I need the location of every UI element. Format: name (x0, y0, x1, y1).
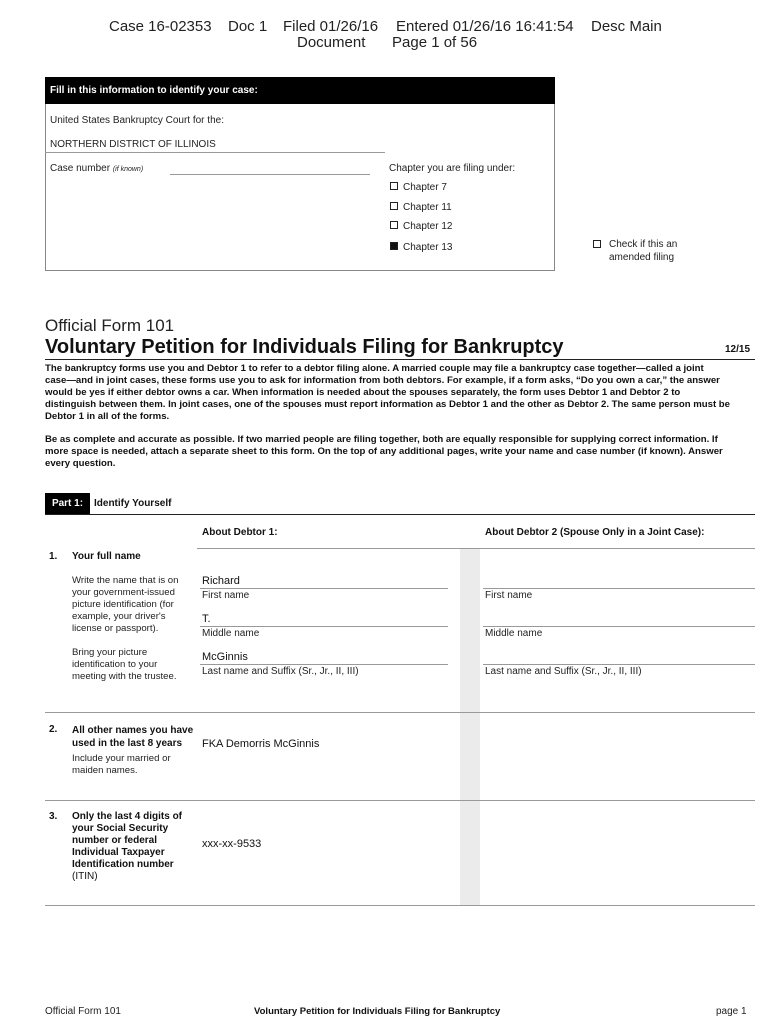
amended-filing-checkbox[interactable] (593, 240, 601, 248)
q2-separator (45, 800, 755, 801)
debtor-1-ssn-value[interactable]: xxx-xx-9533 (202, 838, 262, 850)
case-number-hint: (if known) (112, 166, 144, 173)
debtor-1-last-name-label: Last name and Suffix (Sr., Jr., II, III) (202, 666, 359, 677)
case-number-header: Case 16-02353 (109, 18, 212, 35)
intro-paragraph-2: Be as complete and accurate as possible. If two married people are filing together, both are equally responsible for supplying correct information. If more space is needed, attach a separate sheet to this form. On the top of any additional pages, write your name and case number (if known). Answer every question. (45, 434, 723, 469)
debtor-1-header: About Debtor 1: (202, 527, 278, 538)
q2-title: All other names you have used in the last 8 years (72, 725, 194, 749)
footer-form-number: Official Form 101 (45, 1006, 121, 1017)
debtor-2-middle-name-field[interactable] (483, 626, 755, 627)
chapter-7-checkbox[interactable] (390, 182, 398, 190)
q1-help-text-2: Bring your picture identification to your meeting with the trustee. (72, 647, 177, 682)
page-count-header: Page 1 of 56 (392, 34, 478, 51)
entered-date-header: Entered 01/26/16 16:41:54 (396, 18, 574, 35)
intro-paragraph-1: The bankruptcy forms use you and Debtor 1 to refer to a debtor filing alone. A married couple may file a bankruptcy case together—called a joint case—and in joint cases, these forms use you to ask for information from both debtors. For example, if a form asks, “Do you own a car,” the answer would be yes if either debtor owns a car. When information is needed about the spouses separately, the form uses Debtor 1 and Debtor 2 to distinguish between them. In joint cases, one of the spouses must report information as Debtor 1 and the other as Debtor 2. The same person must be Debtor 1 in all of the forms. (45, 363, 731, 422)
column-divider (460, 549, 480, 905)
footer-page-number: page 1 (716, 1006, 747, 1017)
chapter-label: Chapter you are filing under: (389, 163, 516, 174)
chapter-12-label: Chapter 12 (403, 221, 453, 232)
q1-number: 1. (49, 551, 58, 562)
chapter-11-checkbox[interactable] (390, 202, 398, 210)
debtor-1-other-names-value[interactable]: FKA Demorris McGinnis (202, 738, 320, 750)
doc-number-header: Doc 1 (228, 18, 268, 35)
q3-separator (45, 905, 755, 906)
column-header-rule (197, 548, 755, 549)
debtor-2-first-name-label: First name (485, 590, 533, 601)
q3-number: 3. (49, 811, 58, 822)
q1-title: Your full name (72, 551, 141, 562)
debtor-1-last-name-field[interactable] (200, 664, 448, 665)
form-version: 12/15 (725, 344, 751, 355)
debtor-1-first-name-label: First name (202, 590, 250, 601)
case-number-label: Case number (if known) (50, 163, 144, 174)
chapter-13-label: Chapter 13 (403, 242, 453, 253)
document-header: Document (297, 34, 366, 51)
part-1-title: Identify Yourself (94, 498, 172, 509)
desc-header: Desc Main (591, 18, 662, 35)
q2-help-text: Include your married or maiden names. (72, 753, 171, 776)
debtor-2-last-name-label: Last name and Suffix (Sr., Jr., II, III) (485, 666, 642, 677)
debtor-2-first-name-field[interactable] (483, 588, 755, 589)
filed-date-header: Filed 01/26/16 (283, 18, 379, 35)
case-info-title: Fill in this information to identify your case: (45, 77, 555, 104)
chapter-7-label: Chapter 7 (403, 182, 447, 193)
debtor-1-middle-name-label: Middle name (202, 628, 260, 639)
part-1-rule (45, 514, 755, 515)
chapter-11-label: Chapter 11 (403, 202, 452, 213)
debtor-1-last-name-value[interactable]: McGinnis (202, 651, 248, 663)
court-label: United States Bankruptcy Court for the: (50, 115, 224, 126)
debtor-2-middle-name-label: Middle name (485, 628, 543, 639)
q1-help-text-1: Write the name that is on your government-issued picture identification (for example, your driver's license or passport). (72, 575, 179, 634)
chapter-12-checkbox[interactable] (390, 221, 398, 229)
case-number-field[interactable] (170, 174, 370, 175)
district-value: NORTHERN DISTRICT OF ILLINOIS (50, 139, 216, 150)
part-1-tag: Part 1: (45, 493, 90, 514)
title-rule (45, 359, 755, 360)
q1-separator (45, 712, 755, 713)
q2-number: 2. (49, 724, 58, 735)
footer-form-title: Voluntary Petition for Individuals Filing for Bankruptcy (254, 1006, 501, 1017)
debtor-2-header: About Debtor 2 (Spouse Only in a Joint Case): (485, 527, 705, 538)
debtor-2-last-name-field[interactable] (483, 664, 755, 665)
debtor-1-middle-name-field[interactable] (200, 626, 448, 627)
amended-filing-label-1: Check if this an (609, 239, 678, 250)
debtor-1-first-name-field[interactable] (200, 588, 448, 589)
amended-filing-label-2: amended filing (609, 252, 675, 263)
official-form-number: Official Form 101 (45, 316, 175, 335)
q3-title: Only the last 4 digits of your Social Security number or federal Individual Taxpayer Identification number (ITIN) (72, 811, 183, 882)
district-line (45, 152, 385, 153)
debtor-1-middle-name-value[interactable]: T. (202, 613, 211, 625)
form-title: Voluntary Petition for Individuals Filing for Bankruptcy (45, 336, 564, 358)
chapter-13-checkbox[interactable] (390, 242, 398, 250)
debtor-1-first-name-value[interactable]: Richard (202, 575, 240, 587)
